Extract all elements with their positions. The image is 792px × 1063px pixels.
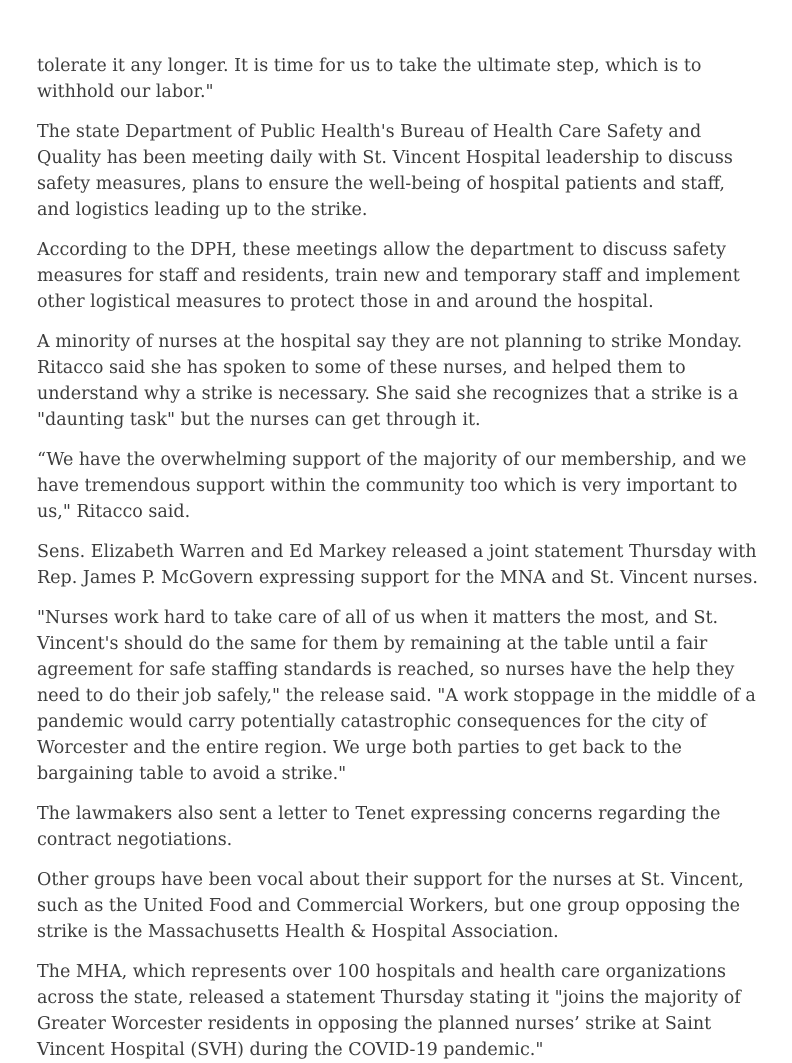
article-paragraph: According to the DPH, these meetings allow the department to discuss safety measures for staff and residents, train new and temporary staff and implement other logistical measures to protect those in and around the hospital. <box>37 240 740 312</box>
article-paragraph: Sens. Elizabeth Warren and Ed Markey released a joint statement Thursday with Rep. James P. McGovern expressing support for the MNA and St. Vincent nurses. <box>37 542 758 588</box>
article-paragraph: The lawmakers also sent a letter to Tenet expressing concerns regarding the contract negotiations. <box>37 804 721 850</box>
article-paragraph: Other groups have been vocal about their support for the nurses at St. Vincent, such as the United Food and Commercial Workers, but one group opposing the strike is the Massachusetts Health & Hospital Association. <box>37 870 744 942</box>
article-paragraph: The state Department of Public Health's Bureau of Health Care Safety and Quality has been meeting daily with St. Vincent Hospital leadership to discuss safety measures, plans to ensure the well-being of hospital patients and staff, and logistics leading up to the strike. <box>37 122 733 220</box>
article-paragraph: “We have the overwhelming support of the majority of our membership, and we have tremendous support within the community too which is very important to us," Ritacco said. <box>37 450 747 522</box>
article-paragraph: The MHA, which represents over 100 hospitals and health care organizations across the state, released a statement Thursday stating it "joins the majority of Greater Worcester residents in opposing the planned nurses’ strike at Saint Vincent Hospital (SVH) during the COVID-19 pandemic." <box>37 962 741 1060</box>
article-paragraph: A minority of nurses at the hospital say they are not planning to strike Monday. Ritacco said she has spoken to some of these nurses, and helped them to understand why a strike is necessary. She said she recognizes that a strike is a "daunting task" but the nurses can get through it. <box>37 332 743 430</box>
article-paragraph: "Nurses work hard to take care of all of us when it matters the most, and St. Vincent's should do the same for them by remaining at the table until a fair agreement for safe staffing standards is reached, so nurses have the help they need to do their job safely," the release said. "A work stoppage in the middle of a pandemic would carry potentially catastrophic consequences for the city of Worcester and the entire region. We urge both parties to get back to the bargaining table to avoid a strike." <box>37 608 756 784</box>
article-paragraph: tolerate it any longer. It is time for us to take the ultimate step, which is to withhold our labor." <box>37 56 702 102</box>
